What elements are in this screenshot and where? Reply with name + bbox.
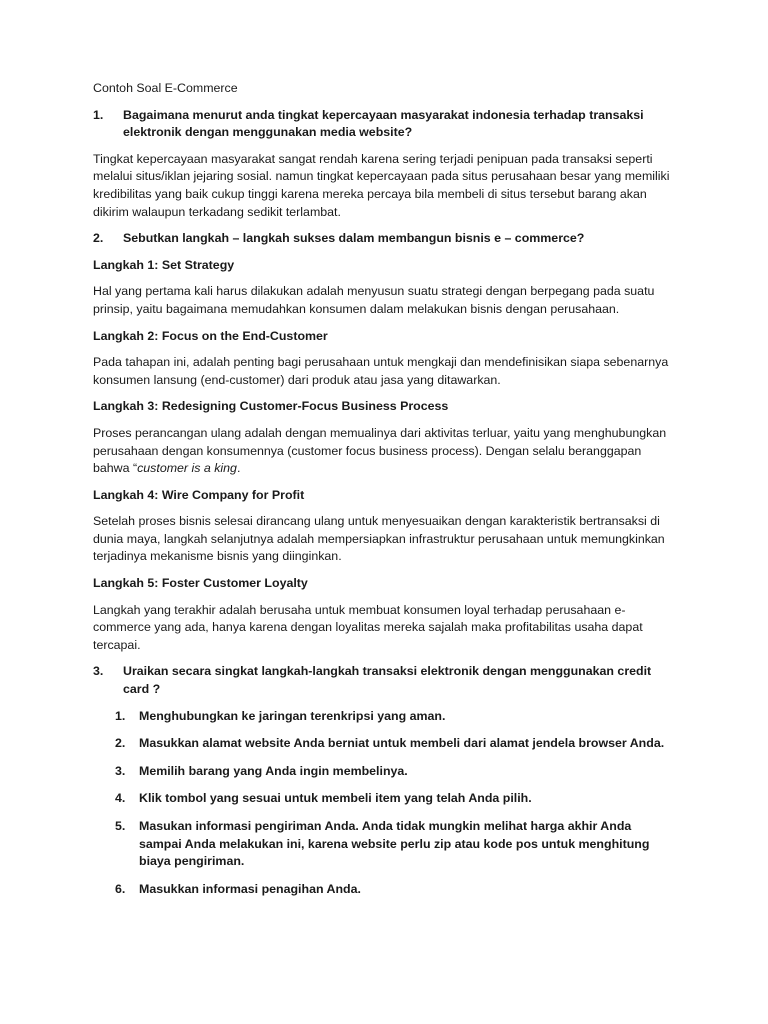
transaction-steps-list: [93, 708, 673, 899]
document-page: [93, 80, 673, 908]
step-body-3-italic: customer is a king: [137, 461, 237, 476]
step-body-5: Langkah yang terakhir adalah berusaha untuk membuat konsumen loyal terhadap perusahaan e-commerce yang ada, hanya karena dengan loyalitas mereka sajalah maka profitabilitas usaha dapat tercapai.: [93, 602, 643, 652]
list-item: [93, 763, 673, 781]
list-item: [93, 818, 673, 871]
list-item: [93, 735, 673, 753]
answer-1: Tingkat kepercayaan masyarakat sangat rendah karena sering terjadi penipuan pada transaksi seperti melalui situs/iklan jejaring sosial. namun tingkat kepercayaan pada situs perusahaan besar yang memiliki kredibilitas yang baik cukup tinggi karena mereka percaya bila membeli di situs tersebut barang akan dikirim walaupun terkadang sedikit terlambat.: [93, 151, 670, 219]
step-body-4: Setelah proses bisnis selesai dirancang ulang untuk menyesuaikan dengan karakteristik bertransaksi di dunia maya, langkah selanjutnya adalah mempersiapkan infrastruktur perusahaan untuk memungkinkan terjadinya mekanisme bisnis yang diinginkan.: [93, 514, 665, 564]
list-item-text: Masukkan alamat website Anda berniat untuk membeli dari alamat jendela browser Anda.: [139, 736, 665, 751]
list-item: [93, 708, 673, 726]
list-item-number: 5.: [115, 819, 126, 833]
question-text: Sebutkan langkah – langkah sukses dalam membangun bisnis e – commerce?: [123, 231, 585, 246]
step-heading-3: Langkah 3: Redesigning Customer-Focus Business Process: [93, 399, 449, 414]
list-item-text: Memilih barang yang Anda ingin membelinya.: [139, 763, 408, 778]
list-item: [93, 881, 673, 899]
question-number: 2.: [93, 231, 104, 246]
step-heading-1: Langkah 1: Set Strategy: [93, 257, 235, 272]
list-item-text: Masukkan informasi penagihan Anda.: [139, 881, 361, 896]
list-item-text: Masukan informasi pengiriman Anda. Anda tidak mungkin melihat harga akhir Anda sampai Anda melakukan ini, karena website perlu zip atau kode pos untuk menghitung biaya pengiriman.: [139, 819, 650, 869]
question-3: [93, 663, 673, 698]
step-heading-5: Langkah 5: Foster Customer Loyalty: [93, 576, 308, 591]
step-heading-2: Langkah 2: Focus on the End-Customer: [93, 328, 328, 343]
question-text: Bagaimana menurut anda tingkat kepercayaan masyarakat indonesia terhadap transaksi elektronik dengan menggunakan media website?: [123, 107, 644, 140]
step-heading-4: Langkah 4: Wire Company for Profit: [93, 487, 305, 502]
list-item-number: 4.: [115, 791, 126, 806]
question-text: Uraikan secara singkat langkah-langkah transaksi elektronik dengan menggunakan credit card ?: [123, 664, 652, 697]
step-body-2: Pada tahapan ini, adalah penting bagi perusahaan untuk mengkaji dan mendefinisikan siapa sebenarnya konsumen lansung (end-customer) dari produk atau jasa yang ditawarkan.: [93, 355, 669, 387]
question-1: [93, 107, 673, 142]
step-body-1: Hal yang pertama kali harus dilakukan adalah menyusun suatu strategi dengan berpegang pada suatu prinsip, yaitu bagaimana memudahkan konsumen dalam melakukan bisnis dengan perusahaan.: [93, 284, 655, 316]
list-item-number: 2.: [115, 736, 126, 751]
question-number: 3.: [93, 664, 104, 679]
question-number: 1.: [93, 107, 104, 122]
document-title: Contoh Soal E-Commerce: [93, 81, 238, 95]
step-body-3-end: .: [236, 461, 241, 476]
list-item: [93, 790, 673, 808]
list-item-number: 6.: [115, 881, 126, 896]
list-item-number: 3.: [115, 763, 126, 778]
question-2: [93, 230, 673, 248]
list-item-text: Klik tombol yang sesuai untuk membeli item yang telah Anda pilih.: [139, 791, 532, 806]
step-body-3-text: Proses perancangan ulang adalah dengan memualinya dari aktivitas terluar, yaitu yang menghubungkan perusahaan dengan konsumennya (customer focus business process). Dengan selalu beranggapan bahwa “: [93, 425, 667, 476]
list-item-number: 1.: [115, 708, 126, 723]
step-body-3: [93, 425, 673, 478]
list-item-text: Menghubungkan ke jaringan terenkripsi yang aman.: [139, 708, 446, 723]
